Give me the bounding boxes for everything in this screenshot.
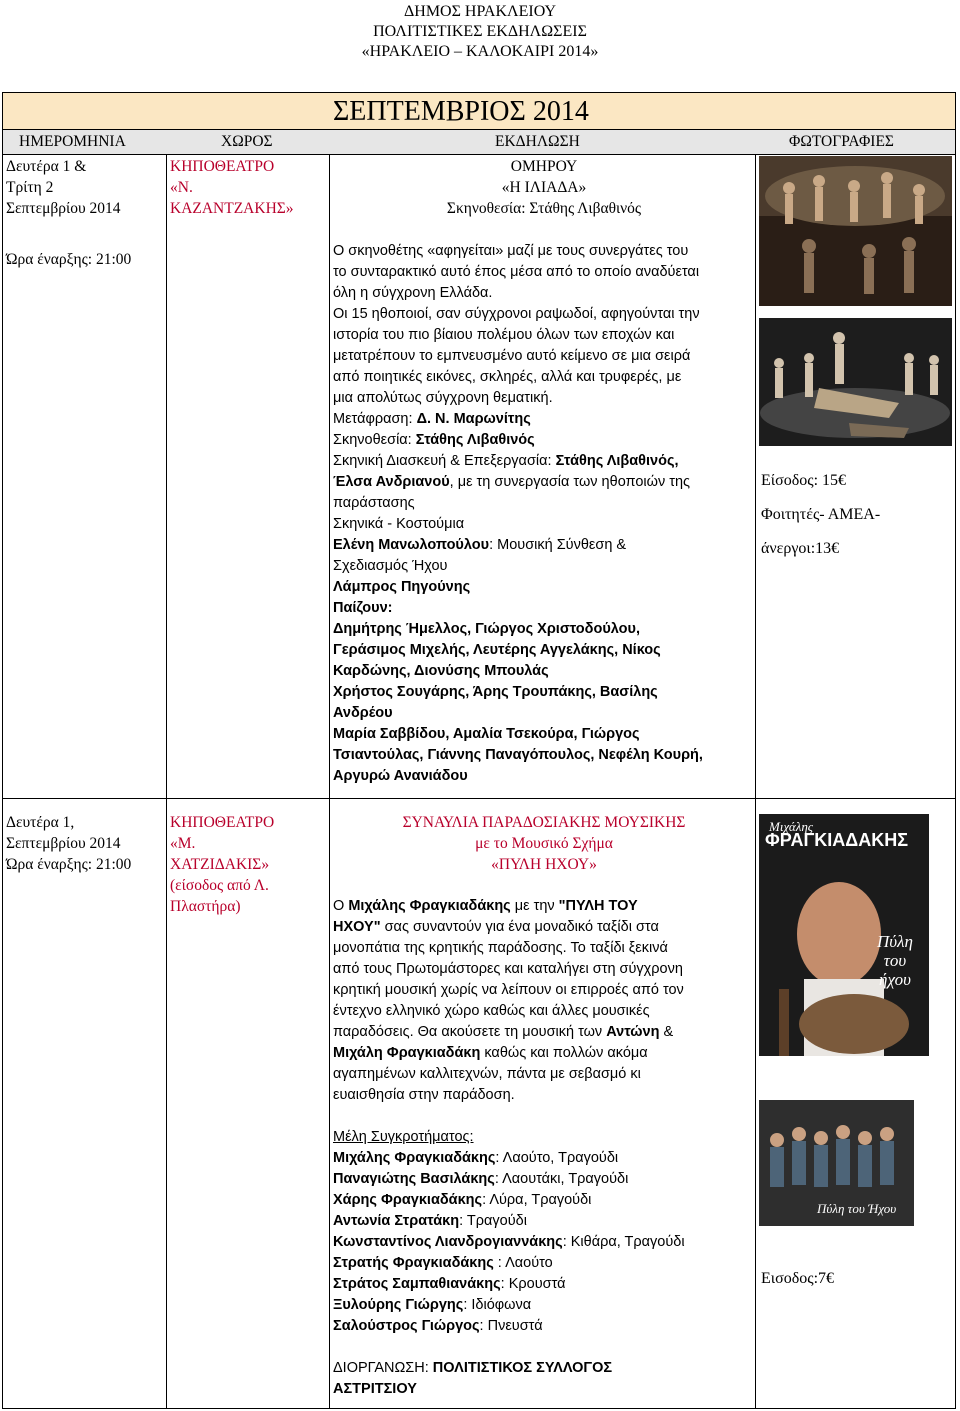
event2-member: Παναγιώτης Βασιλάκης: Λαουτάκι, Τραγούδι	[333, 1171, 629, 1187]
event1-cast-line: Αργυρώ Ανανιάδου	[333, 768, 468, 784]
event1-date-line: Τρίτη 2	[6, 179, 54, 196]
event2-body-line: Μιχάλη Φραγκιαδάκη καθώς και πολλών ακόμα	[333, 1045, 648, 1061]
event2-title: ΣΥΝΑΥΛΙΑ ΠΑΡΑΔΟΣΙΑΚΗΣ ΜΟΥΣΙΚΗΣ	[402, 814, 686, 831]
event1-venue	[170, 156, 328, 219]
grid-line	[755, 154, 756, 1409]
event2-album-poster	[759, 814, 929, 1056]
event2-subtitle: με το Μουσικό Σχήμα	[475, 835, 613, 852]
event1-adaptation: Σκηνική Διασκευή & Επεξεργασία: Στάθης Λιβαθινός,	[333, 453, 679, 469]
event1-body-line: από ποιητικές εικόνες, σκληρές, αλλά και τρυφερές, με	[333, 369, 682, 385]
event2-date-line: Δευτέρα 1,	[6, 814, 75, 831]
event2-venue	[170, 812, 328, 917]
event2-group-name: «ΠΥΛΗ ΗΧΟΥ»	[491, 856, 597, 873]
event2-body-line: κρητική μουσική χωρίς να λείπουν οι επιρροές από τον	[333, 982, 684, 998]
poster-name: ΦΡΑΓΚΙΑΔΑΚΗΣ	[765, 830, 908, 850]
event1-sets: Σκηνικά - Κοστούμια	[333, 516, 465, 532]
event1-cast-line: Μαρία Σαββίδου, Αμαλία Τσεκούρα, Γιώργος	[333, 726, 640, 742]
grid-line	[2, 154, 956, 155]
event2-venue-line: (είσοδος από Λ.	[170, 877, 269, 894]
column-header-row	[2, 130, 956, 154]
column-photos: ΦΩΤΟΓΡΑΦΙΕΣ	[789, 133, 894, 150]
event2-intro: Ο Μιχάλης Φραγκιαδάκης με την "ΠΥΛΗ ΤΟΥ	[333, 898, 638, 914]
column-venue: ΧΩΡΟΣ	[221, 133, 273, 150]
event2-venue-line: «Μ.	[170, 835, 196, 852]
event1-venue-line: ΚΑΖΑΝΤΖΑΚΗΣ»	[170, 200, 294, 217]
event1-start-time: Ώρα έναρξης: 21:00	[6, 251, 132, 268]
month-band	[2, 92, 956, 130]
grid-line	[329, 154, 330, 1409]
band-photo-album: Πύλη του Ήχου	[817, 1201, 897, 1216]
event1-cast-line: Γεράσιμος Μιχελής, Λευτέρης Αγγελάκης, Νίκος	[333, 642, 661, 658]
event2-organizer-cont: ΑΣΤΡΙΤΣΙΟΥ	[333, 1381, 417, 1397]
event2-body-line: αγαπημένων καλλιτεχνών, πάντα με σεβασμό κι	[333, 1066, 641, 1082]
document-header	[0, 2, 960, 62]
event2-member: Στρατής Φραγκιαδάκης : Λαούτο	[333, 1255, 553, 1271]
event2-band-photo	[759, 1100, 914, 1226]
poster-artist: Μιχάλης	[769, 819, 814, 834]
grid-line	[2, 798, 956, 799]
event1-body-line: Οι 15 ηθοποιοί, σαν σύγχρονοι ραψωδοί, αφηγούνται την	[333, 306, 700, 322]
header-line-1: ΔΗΜΟΣ ΗΡΑΚΛΕΙΟΥ	[403, 3, 557, 20]
event1-date	[6, 156, 164, 270]
event1-body-line: Ο σκηνοθέτης «αφηγείται» μαζί με τους συνεργάτες του	[333, 243, 689, 259]
event1-title-director: Σκηνοθεσία: Στάθης Λιβαθινός	[446, 200, 642, 217]
event2-date	[6, 812, 164, 875]
poster-album-word: Πύλη	[877, 932, 913, 951]
event2-member: Χάρης Φραγκιαδάκης: Λύρα, Τραγούδι	[333, 1192, 592, 1208]
event2-member: Αντωνία Στρατάκη: Τραγούδι	[333, 1213, 527, 1229]
event1-price-line: Φοιτητές- ΑΜΕΑ-	[761, 506, 881, 523]
header-line-3: «ΗΡΑΚΛΕΙΟ – ΚΑΛΟΚΑΙΡΙ 2014»	[361, 43, 599, 60]
event1-venue-line: «Ν.	[170, 179, 193, 196]
event1-cast-line: Καρδώνης, Διονύσης Μπουλάς	[333, 663, 549, 679]
grid-line	[955, 154, 956, 1409]
event2-intro-cont: ΗΧΟΥ" σας συναντούν για ένα μοναδικό ταξίδι στα	[333, 919, 659, 935]
event1-cast-line: Χρήστος Σουγάρης, Άρης Τρουπάκης, Βασίλης	[333, 684, 658, 700]
event2-body-line: έντεχνο ελληνικό χώρο καθώς και άλλες μουσικές	[333, 1003, 650, 1019]
event1-cast-line: Τσιαντούλας, Γιάννης Παναγόπουλος, Νεφέλη Κουρή,	[333, 747, 703, 763]
event1-body-line: μετατρέπουν το εμπνευσμένο αυτό κείμενο σε μια σειρά	[333, 348, 691, 364]
event1-body-line: μια απολύτως σύγχρονη θεματική.	[333, 390, 553, 406]
event2-description	[333, 812, 755, 1400]
event1-title-author: ΟΜΗΡΟΥ	[510, 158, 578, 175]
event1-description	[333, 156, 755, 787]
grid-line	[2, 154, 3, 1409]
event2-venue-line: Πλαστήρα)	[170, 898, 241, 915]
event1-cast-label: Παίζουν:	[333, 600, 393, 616]
event2-body-line: μονοπάτια της κρητικής παράδοσης. Το ταξίδι ξεκινά	[333, 940, 668, 956]
event2-member: Μιχάλης Φραγκιαδάκης: Λαούτο, Τραγούδι	[333, 1150, 619, 1166]
event1-price-line: Είσοδος: 15€	[761, 472, 847, 489]
event2-date-line: Σεπτεμβρίου 2014	[6, 835, 121, 852]
event2-member: Σαλούστρος Γιώργος: Πνευστά	[333, 1318, 543, 1334]
event1-price-line: άνεργοι:13€	[761, 540, 840, 557]
event1-music-cont: Σχεδιασμός Ήχου	[333, 558, 448, 574]
event2-members-label: Μέλη Συγκροτήματος:	[333, 1129, 474, 1145]
event1-cast-line: Ανδρέου	[333, 705, 393, 721]
event1-adaptation-end: παράστασης	[333, 495, 415, 511]
event1-cast-line: Δημήτρης Ήμελλος, Γιώργος Χριστοδούλου,	[333, 621, 640, 637]
event1-title: «Η ΙΛΙΑΔΑ»	[501, 179, 587, 196]
event1-body-line: όλη η σύγχρονη Ελλάδα.	[333, 285, 493, 301]
grid-line	[2, 1408, 956, 1409]
event1-adaptation-cont: Έλσα Ανδριανού, με τη συνεργασία των ηθοποιών της	[333, 474, 691, 490]
event2-venue-line: ΚΗΠΟΘΕΑΤΡΟ	[170, 814, 275, 831]
event2-body-line: παραδόσεις. Θα ακούσετε τη μουσική των Αντώνη &	[333, 1024, 674, 1040]
event1-body-line: ιστορία του πιο βίαιου πολέμου όλων των εποχών και	[333, 327, 675, 343]
event2-venue-line: ΧΑΤΖΙΔΑΚΙΣ»	[170, 856, 270, 873]
event2-member: Στράτος Σαμπαθιανάκης: Κρουστά	[333, 1276, 566, 1292]
event2-start-time: Ώρα έναρξης: 21:00	[6, 856, 132, 873]
event2-organizer: ΔΙΟΡΓΑΝΩΣΗ: ΠΟΛΙΤΙΣΤΙΚΟΣ ΣΥΛΛΟΓΟΣ	[333, 1360, 613, 1376]
event1-music: Ελένη Μανωλοπούλου: Μουσική Σύνθεση &	[333, 537, 627, 553]
column-date: ΗΜΕΡΟΜΗΝΙΑ	[19, 133, 126, 150]
event1-date-line: Δευτέρα 1 &	[6, 158, 87, 175]
column-event: ΕΚΔΗΛΩΣΗ	[495, 133, 580, 150]
poster-album-word: ήχου	[879, 970, 911, 989]
poster-album-word: του	[883, 951, 907, 970]
event2-price: Εισοδος:7€	[761, 1270, 835, 1287]
events-table	[2, 92, 956, 1409]
event1-music-name: Λάμπρος Πηγούνης	[333, 579, 471, 595]
event1-venue-line: ΚΗΠΟΘΕΑΤΡΟ	[170, 158, 275, 175]
event1-direction: Σκηνοθεσία: Στάθης Λιβαθινός	[333, 432, 535, 448]
event2-body-line: από τους Πρωτομάστορες και καταλήγει στη σύγχρονη	[333, 961, 683, 977]
event1-prices	[761, 464, 953, 566]
event1-body-line: το συνταρακτικό αυτό έπος μέσα από το οποίο αναδύεται	[333, 264, 700, 280]
month-title: ΣΕΠΤΕΜΒΡΙΟΣ 2014	[333, 96, 589, 127]
poster-album-title	[877, 932, 913, 989]
event1-photo-fight	[759, 318, 952, 446]
event1-date-line: Σεπτεμβρίου 2014	[6, 200, 121, 217]
grid-line	[166, 154, 167, 1409]
event2-body-line: ευαισθησία στην παράδοση.	[333, 1087, 515, 1103]
event1-photo-stage	[759, 156, 952, 306]
event1-translation: Μετάφραση: Δ. Ν. Μαρωνίτης	[333, 411, 531, 427]
event2-member: Κωνσταντίνος Λιανδρογιαννάκης: Κιθάρα, Τραγούδι	[333, 1234, 685, 1250]
event2-member: Ξυλούρης Γιώργης: Ιδιόφωνα	[333, 1297, 532, 1313]
header-line-2: ΠΟΛΙΤΙΣΤΙΚΕΣ ΕΚΔΗΛΩΣΕΙΣ	[373, 23, 587, 40]
